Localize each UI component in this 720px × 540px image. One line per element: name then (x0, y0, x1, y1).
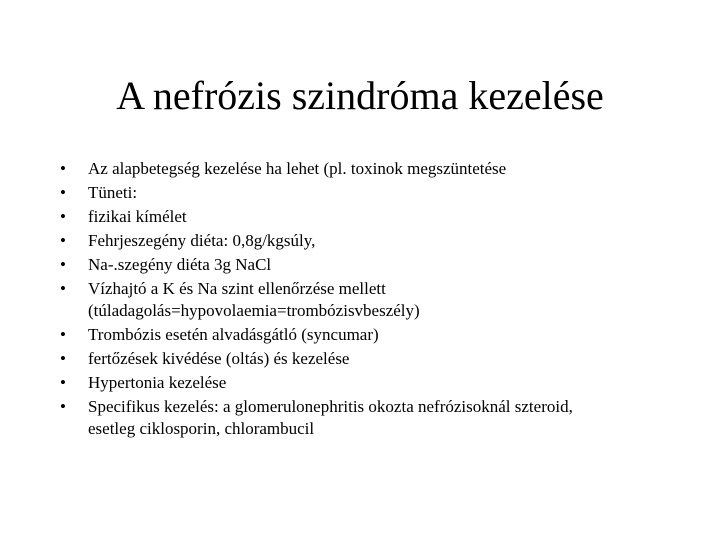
bullet-text: Trombózis esetén alvadásgátló (syncumar) (88, 325, 379, 344)
list-item (56, 278, 696, 322)
bullet-icon: • (60, 373, 66, 392)
bullet-icon: • (60, 183, 66, 202)
list-item (56, 254, 696, 276)
list-item (56, 396, 696, 440)
bullet-text: Tüneti: (88, 183, 138, 202)
bullet-text: Hypertonia kezelése (88, 373, 227, 392)
slide-title: A nefrózis szindróma kezelése (116, 73, 604, 118)
bullet-text: Fehrjeszegény diéta: 0,8g/kgsúly, (88, 231, 316, 250)
bullet-text: Na-.szegény diéta 3g NaCl (88, 255, 272, 274)
list-item (56, 182, 696, 204)
bullet-text: fertőzések kivédése (oltás) és kezelése (88, 349, 350, 368)
bullet-icon: • (60, 397, 66, 416)
list-item (56, 324, 696, 346)
list-item (56, 158, 696, 180)
bullet-icon: • (60, 325, 66, 344)
bullet-text: Vízhajtó a K és Na szint ellenőrzése mellett (túladagolás=hypovolaemia=trombózisvbeszély) (88, 279, 420, 320)
bullet-text: Az alapbetegség kezelése ha lehet (pl. toxinok megszüntetése (88, 159, 507, 178)
bullet-icon: • (60, 349, 66, 368)
bullet-icon: • (60, 159, 66, 178)
list-item (56, 348, 696, 370)
bullet-text: Specifikus kezelés: a glomerulonephritis okozta nefrózisoknál szteroid, esetleg ciklosporin, chlorambucil (88, 397, 573, 438)
bullet-icon: • (60, 207, 66, 226)
list-item (56, 372, 696, 394)
bullet-icon: • (60, 279, 66, 298)
bullet-icon: • (60, 255, 66, 274)
bullet-icon: • (60, 231, 66, 250)
list-item (56, 206, 696, 228)
bullet-text: fizikai kímélet (88, 207, 187, 226)
bullet-list (56, 158, 696, 442)
list-item (56, 230, 696, 252)
